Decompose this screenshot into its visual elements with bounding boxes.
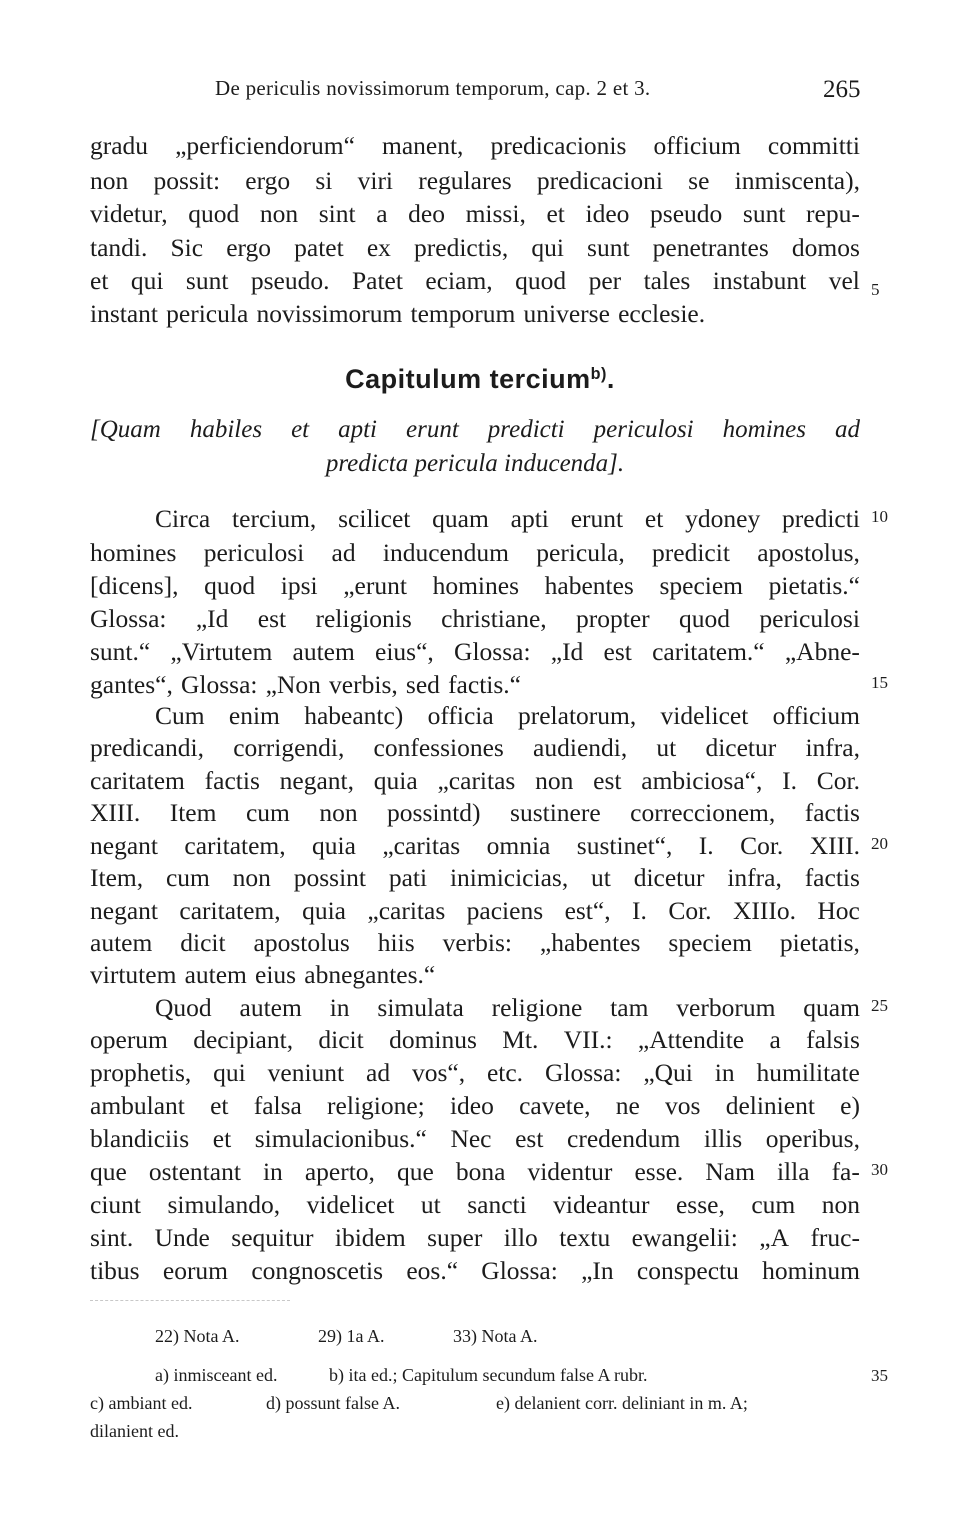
chapter-heading: Capitulum tercium$^{b)}$. [345, 364, 615, 394]
text-line: XIII. Item cum non possintd) sustinere correccionem, factis [90, 798, 860, 827]
text-line: [dicens], quod ipsi „erunt homines habentes speciem pietatis.“ [90, 571, 860, 600]
text-line: et qui sunt pseudo. Patet eciam, quod per tales instabunt vel [90, 266, 860, 295]
text-line: instant pericula novissimorum temporum universe ecclesie. [90, 299, 706, 328]
text-line: virtutem autem eius abnegantes.“ [90, 960, 436, 989]
text-line: gantes“, Glossa: „Non verbis, sed factis.“ [90, 670, 521, 699]
page-number: 265 [823, 76, 861, 103]
chapter-heading-text: Capitulum tercium [345, 364, 591, 394]
text-line: homines periculosi ad inducendum pericula, predicit apostolus, [90, 538, 860, 567]
text-line: videtur, quod non sint a deo missi, et ideo pseudo sunt repu- [90, 199, 860, 228]
text-line: Glossa: „Id est religionis christiane, propter quod periculosi [90, 604, 860, 633]
text-line: gradu „perficiendorum“ manent, predicacionis officium committi [90, 131, 860, 160]
line-note: 33) Nota A. [453, 1326, 538, 1346]
text-line: operum decipiant, dicit dominus Mt. VII.: „Attendite a falsis [90, 1025, 860, 1054]
critical-note: c) ambiant ed. [90, 1393, 193, 1413]
text-line: Cum enim habeantc) officia prelatorum, videlicet officium [155, 701, 860, 730]
text-line: non possit: ergo si viri regulares predicacioni se inmiscenta), [90, 166, 860, 195]
text-line: tandi. Sic ergo patet ex predictis, qui sunt penetrantes domos [90, 233, 860, 262]
line-number: 10 [871, 507, 888, 526]
text-line: negant caritatem, quia „caritas omnia sustinet“, I. Cor. XIII. [90, 831, 860, 860]
text-line: autem dicit apostolus hiis verbis: „habentes speciem pietatis, [90, 928, 860, 957]
critical-note: b) ita ed.; Capitulum secundum false A rubr. [329, 1365, 648, 1385]
text-line: Item, cum non possint pati inimicicias, ut dicetur infra, factis [90, 863, 860, 892]
chapter-heading-note: b) [590, 365, 607, 384]
critical-note: d) possunt false A. [266, 1393, 400, 1413]
critical-note: dilanient ed. [90, 1421, 179, 1441]
line-number: 15 [871, 673, 888, 692]
line-note: 22) Nota A. [155, 1326, 240, 1346]
line-number: 25 [871, 996, 888, 1015]
line-number: 20 [871, 834, 888, 853]
line-note: 29) 1a A. [318, 1326, 385, 1346]
line-number: 5 [871, 280, 880, 299]
text-line: tibus eorum congnoscetis eos.“ Glossa: „In conspectu hominum [90, 1256, 860, 1285]
line-number: 30 [871, 1160, 888, 1179]
text-line: prophetis, qui veniunt ad vos“, etc. Glossa: „Qui in humilitate [90, 1058, 860, 1087]
chapter-rubric-line: predicta pericula inducenda]. [325, 450, 625, 477]
text-line: sunt.“ „Virtutem autem eius“, Glossa: „Id est caritatem.“ „Abne- [90, 637, 860, 666]
running-title: De periculis novissimorum temporum, cap. 2 et 3. [215, 76, 651, 100]
text-line: ciunt simulando, videlicet ut sancti videantur esse, cum non [90, 1190, 860, 1219]
chapter-rubric-line: [Quam habiles et apti erunt predicti periculosi homines ad [90, 416, 860, 443]
line-number: 35 [871, 1366, 888, 1385]
text-line: blandiciis et simulacionibus.“ Nec est credendum illis operibus, [90, 1124, 860, 1153]
text-line: caritatem factis negant, quia „caritas non est ambiciosa“, I. Cor. [90, 766, 860, 795]
text-line: Circa tercium, scilicet quam apti erunt et ydoney predicti [155, 504, 860, 533]
critical-note: a) inmisceant ed. [155, 1365, 278, 1385]
footnote-rule [90, 1300, 290, 1301]
text-line: negant caritatem, quia „caritas paciens est“, I. Cor. XIIIo. Hoc [90, 896, 860, 925]
text-line: Quod autem in simulata religione tam verborum quam [155, 993, 860, 1022]
text-line: sint. Unde sequitur ibidem super illo textu ewangelii: „A fruc- [90, 1223, 860, 1252]
text-line: que ostentant in aperto, que bona videntur esse. Nam illa fa- [90, 1157, 860, 1186]
critical-note: e) delanient corr. deliniant in m. A; [496, 1393, 748, 1413]
text-line: predicandi, corrigendi, confessiones audiendi, ut dicetur infra, [90, 733, 860, 762]
text-line: ambulant et falsa religione; ideo cavete, ne vos delinient e) [90, 1091, 860, 1120]
